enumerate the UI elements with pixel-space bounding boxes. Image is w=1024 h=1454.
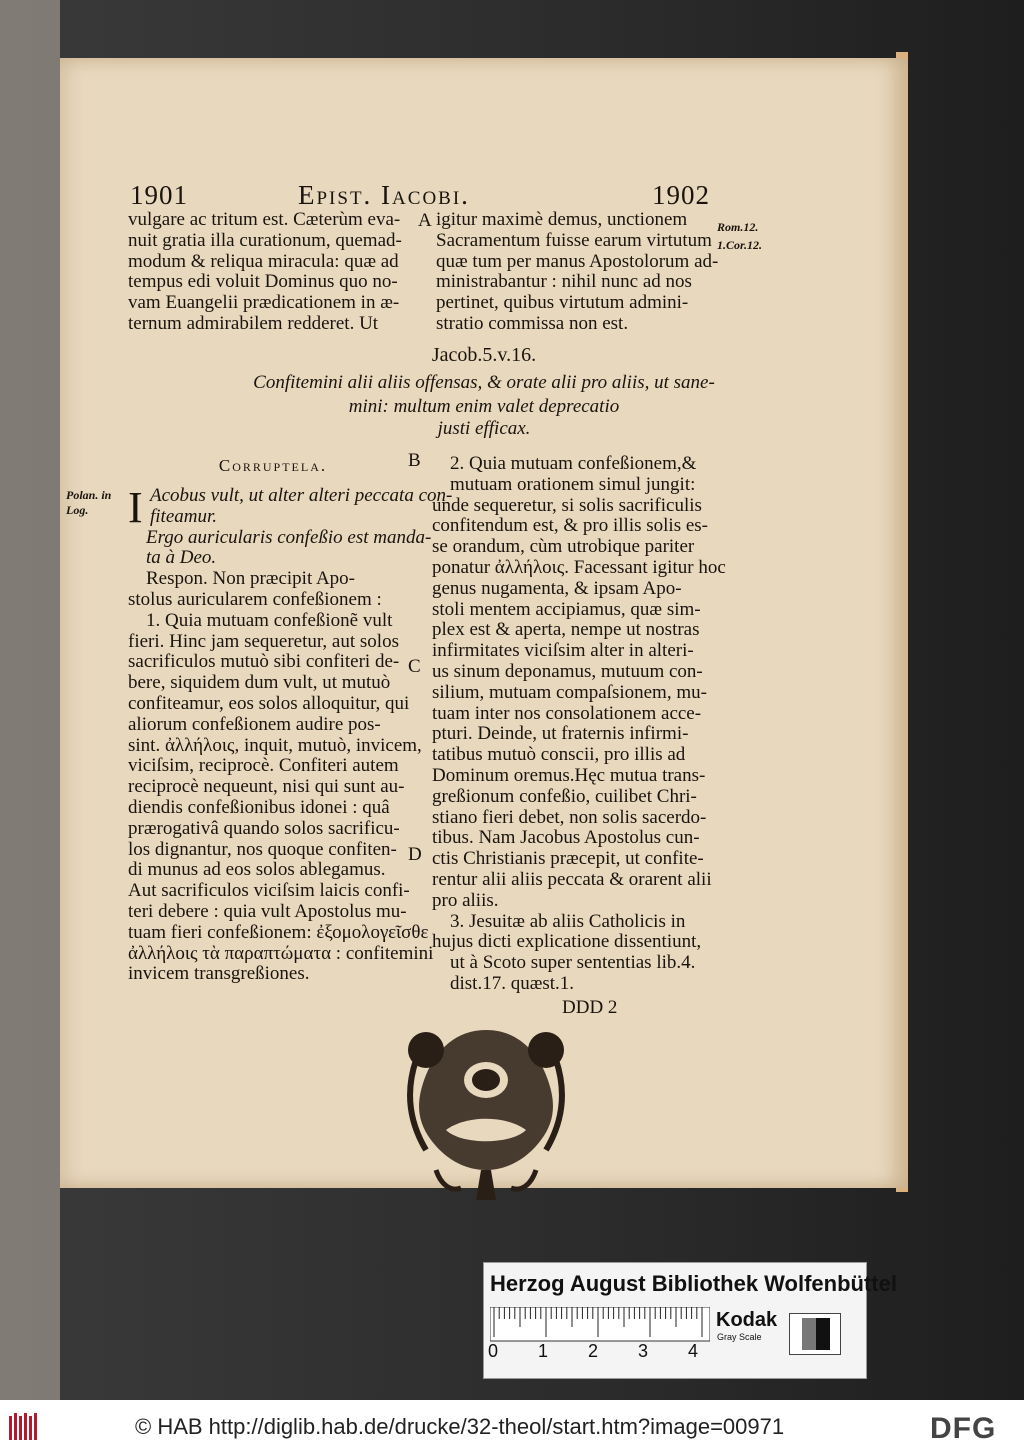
bleed-through-text	[0, 415, 60, 429]
text-line: invicem transgreßiones.	[128, 963, 310, 985]
text-line: hujus dicti explicatione dissentiunt,	[432, 931, 702, 953]
ruler-number: 2	[588, 1341, 599, 1361]
margin-note-right	[717, 218, 762, 254]
text-line: fiteamur.	[150, 505, 218, 527]
text-line: tibus. Nam Jacobus Apostolus cun-	[432, 827, 700, 849]
text-line: 3. Jesuitæ ab aliis Catholicis in	[450, 910, 686, 932]
text-line: pturi. Deinde, ut fraternis infirmi-	[432, 723, 689, 745]
text-line: greßionum confeßio, cuilibet Chri-	[432, 785, 697, 807]
text-line: bere, siquidem dum vult, ut mutuò	[128, 672, 391, 694]
text-line: Acobus vult, ut alter alteri peccata con-	[150, 485, 453, 506]
text-line: Ergo auricularis confeßio est manda-	[146, 526, 432, 548]
margin-note-line: 1.Cor.12.	[717, 238, 763, 252]
text-line: ministrabantur : nihil nunc ad nos	[436, 271, 692, 293]
text-line: silium, mutuam compaſsionem, mu-	[432, 681, 707, 703]
book-page	[60, 58, 908, 1188]
text-line: dist.17. quæst.1.	[450, 972, 575, 994]
text-line: ponatur ἀλλήλοις. Facessant igitur hoc	[432, 556, 726, 578]
text-line: Sacramentum fuisse earum virtutum	[436, 229, 712, 251]
text-line: stolus auricularem confeßionem :	[128, 588, 382, 610]
text-line: se orandum, cùm utrobique pariter	[432, 536, 695, 558]
text-line: plex est & aperta, nempe ut nostras	[432, 619, 700, 641]
text-line: teri debere : quia vult Apostolus mu-	[128, 900, 407, 922]
text-line: sacrificulos mutuò sibi confiteri de-	[128, 651, 400, 673]
quote-line: Confitemini alii aliis offensas, & orate alii pro aliis, ut sane-	[253, 372, 715, 393]
ruler-number: 1	[538, 1341, 549, 1361]
section-marker-b: B	[408, 450, 421, 471]
text-line: tuam inter nos consolationem acce-	[432, 702, 702, 724]
ruler-number: 4	[688, 1341, 699, 1361]
adjacent-page-strip	[0, 0, 60, 1400]
text-line: vulgare ac tritum est. Cæterùm eva-	[128, 209, 401, 230]
text-line: Respon. Non præcipit Apo-	[146, 568, 355, 590]
footer-url-link[interactable]: © HAB http://diglib.hab.de/drucke/32-theol/start.htm?image=00971	[135, 1414, 785, 1439]
hab-logo-icon	[6, 1410, 40, 1444]
text-line: fieri. Hinc jam sequeretur, aut solos	[128, 630, 399, 652]
signature-mark: DDD 2	[562, 997, 618, 1018]
page-number-right: 1902	[652, 180, 710, 210]
text-line: stoli mentem accipiamus, quæ sim-	[432, 598, 701, 620]
text-line: confiteamur, eos solos alloquitur, qui	[128, 692, 410, 714]
scale-ruler	[490, 1307, 710, 1343]
text-line: 1. Quia mutuam confeßionẽ vult	[146, 609, 393, 631]
text-line: modum & reliqua miracula: quæ ad	[128, 250, 399, 272]
page-number-left: 1901	[130, 180, 188, 210]
text-line: quæ tum per manus Apostolorum ad-	[436, 250, 719, 272]
text-line: vam Euangelii prædicationem in æ-	[128, 292, 400, 314]
text-line: genus nugamenta, & ipsam Apo-	[432, 577, 682, 599]
library-label-card	[483, 1262, 897, 1379]
ruler-number: 0	[488, 1341, 499, 1361]
running-title: Epist. Iacobi.	[298, 180, 470, 210]
text-line: tuam fieri confeßionem: ἐξομολογεῖσθε	[128, 921, 429, 943]
text-line: di munus ad eos solos ablegamus.	[128, 859, 386, 881]
text-line: nuit gratia illa curationum, quemad-	[128, 229, 402, 251]
ruler-number: 3	[638, 1341, 649, 1361]
text-line: stiano fieri debet, non solis sacerdo-	[432, 806, 707, 828]
text-line: confitendum est, & pro illis solis es-	[432, 515, 709, 537]
library-name: Herzog August Bibliothek Wolfenbüttel	[490, 1271, 897, 1296]
dfg-logo: DFG	[930, 1412, 997, 1445]
section-marker-d: D	[408, 844, 422, 865]
text-line: tatibus mutuò conscii, pro illis ad	[432, 744, 686, 766]
text-line: rentur alii aliis peccata & orarent alii	[432, 868, 712, 890]
text-line: us sinum deponamus, mutuum con-	[432, 660, 703, 682]
text-line: igitur maximè demus, unctionem	[436, 209, 688, 230]
left-column	[128, 483, 453, 985]
woodcut-ornament	[396, 1020, 576, 1205]
text-line: Aut sacrificulos viciſsim laicis confi-	[128, 880, 410, 902]
text-line: reciprocè nequeunt, nisi qui sunt au-	[128, 776, 405, 798]
corruptela-heading: Corruptela.	[218, 456, 328, 475]
margin-note-line: Rom.12.	[717, 220, 759, 234]
top-left-column	[128, 210, 428, 335]
gray-scale-patch	[789, 1313, 841, 1355]
margin-note-line: Polan. in	[66, 488, 112, 502]
text-line: los dignantur, nos quoque confiten-	[128, 838, 397, 860]
text-line: mutuam orationem simul jungit:	[450, 473, 696, 495]
quote-line: mini: multum enim valet deprecatio	[348, 396, 620, 417]
text-line: ctis Christianis præcepit, ut confite-	[432, 848, 704, 870]
text-line: sint. ἀλλήλοις, inquit, mutuò, invicem,	[128, 734, 422, 756]
text-line: ἀλλήλοις τὰ παραπτώματα : confitemini	[128, 942, 434, 964]
text-line: Dominum oremus.Hęc mutua trans-	[432, 764, 706, 786]
text-line: diendis confeßionibus idonei : quâ	[128, 796, 390, 818]
quote-line: justi efficax.	[437, 418, 531, 439]
text-line: prærogativâ quando solos sacrificu-	[128, 817, 400, 839]
gray-scale-label: Gray Scale	[717, 1332, 762, 1342]
citation-heading: Jacob.5.v.16.	[431, 344, 537, 366]
top-right-column	[436, 210, 726, 335]
margin-note-line: Log.	[66, 503, 89, 517]
section-marker-a: A	[418, 210, 432, 231]
text-line: infirmitates viciſsim alter in alteri-	[432, 640, 694, 662]
section-marker-c: C	[408, 656, 421, 677]
right-column	[432, 453, 726, 995]
text-line: viciſsim, reciprocè. Confiteri autem	[128, 755, 399, 777]
text-line: ternum admirabilem redderet. Ut	[128, 312, 379, 334]
text-line: 2. Quia mutuam confeßionem,&	[450, 453, 697, 474]
text-line: unde sequeretur, si solis sacrificulis	[432, 494, 702, 516]
text-line: pro aliis.	[432, 889, 499, 911]
text-line: pertinet, quibus virtutum admini-	[436, 292, 689, 314]
text-line: tempus edi voluit Dominus quo no-	[128, 271, 398, 293]
text-line: aliorum confeßionem audire pos-	[128, 713, 381, 735]
text-line: stratio commissa non est.	[436, 312, 629, 334]
drop-capital: I	[128, 483, 143, 532]
text-line: ut à Scoto super sententias lib.4.	[450, 952, 696, 974]
margin-note-left	[66, 488, 111, 518]
text-line: ta à Deo.	[146, 547, 217, 569]
footer-bar	[0, 1400, 1024, 1454]
kodak-brand: Kodak	[716, 1309, 778, 1331]
